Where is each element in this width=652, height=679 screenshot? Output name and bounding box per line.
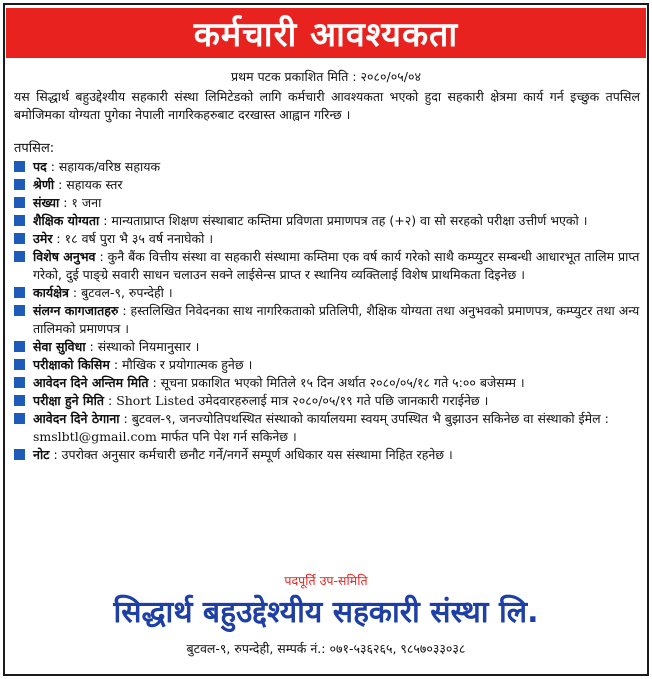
list-item-exam-type xyxy=(14,356,640,374)
item-text-english: Short Listed xyxy=(116,393,195,408)
details-heading: तपसिल: xyxy=(14,141,55,156)
bullet-square-icon xyxy=(14,341,25,352)
item-text: : संस्थाको नियमानुसार । xyxy=(85,339,200,354)
item-text: : xyxy=(104,393,117,408)
list-item-count xyxy=(14,194,640,212)
contact-address: बुटवल-९, रुपन्देही, सम्पर्क नं.: ०७१-५३६२६५, ९८५७०३३०३८ xyxy=(186,641,466,656)
item-label: परीक्षाको किसिम xyxy=(33,357,110,372)
item-text: : बुटवल-९, रुपन्देही । xyxy=(68,285,173,300)
item-label: सेवा सुविधा xyxy=(33,339,86,354)
item-text: : उपरोक्त अनुसार कर्मचारी छनौट गर्ने/नगर्ने सम्पूर्ण अधिकार यस संस्थामा निहित रहनेछ । xyxy=(49,447,453,462)
item-text: : हस्तलिखित निवेदनका साथ नागरिकताको प्रतिलिपी, शैक्षिक योग्यता तथा अनुभवको प्रमाणपत्र, कम्प्युटर तथा अन्य तालिमको प्रमाणपत्र । xyxy=(33,303,640,336)
bullet-square-icon xyxy=(14,413,25,424)
list-item-deadline xyxy=(14,374,640,392)
list-item-grade xyxy=(14,176,640,194)
list-item-age xyxy=(14,230,640,248)
item-text: : सहायक/वरिष्ठ सहायक xyxy=(46,159,161,174)
list-item-note xyxy=(14,446,640,464)
bullet-square-icon xyxy=(14,233,25,244)
bullet-square-icon xyxy=(14,395,25,406)
item-text-cont: मार्फत पनि पेश गर्न सकिनेछ । xyxy=(156,429,297,444)
page-title: कर्मचारी आवश्यकता xyxy=(193,15,459,55)
list-item-workplace xyxy=(14,284,640,302)
item-text: : सूचना प्रकाशित भएको मितिले १५ दिन अर्थात २०८०/०५/१८ गते ५:०० बजेसम्म । xyxy=(148,375,525,390)
intro-paragraph: यस सिद्धार्थ बहुउद्देश्यीय सहकारी संस्था लिमिटेडको लागि कर्मचारी आवश्यकता भएको हुदा सहकारी क्षेत्रमा कार्य गर्न इच्छुक तपसिल बमोजिमका योग्यता पुगेका नेपाली नागरिकहरुबाट दरखास्त आह्वान गरिन्छ । xyxy=(14,89,640,122)
list-item-benefits xyxy=(14,338,640,356)
bullet-square-icon xyxy=(14,359,25,370)
item-text: : मौखिक र प्रयोगात्मक हुनेछ । xyxy=(109,357,253,372)
item-label: संख्या xyxy=(33,195,60,210)
bullet-square-icon xyxy=(14,197,25,208)
item-label: नोट xyxy=(33,447,50,462)
item-label: श्रेणी xyxy=(33,177,55,192)
item-text: : १ जना xyxy=(59,195,102,210)
item-label: संलग्न कागजातहरु xyxy=(33,303,119,318)
item-text-cont: उमेदवारहरुलाई मात्र २०८०/०५/१९ गते पछि जानकारी गराईनेछ । xyxy=(194,393,489,408)
committee-name: पदपूर्ति उप-समिति xyxy=(284,573,368,588)
email-address: smslbtl@gmail.com xyxy=(33,429,157,444)
item-text: : बुटवल-९, जनज्योतिपथस्थित संस्थाको कार्यालयमा स्वयम् उपस्थित भै बुझाउन सकिनेछ वा संस्थाको ईमेल : xyxy=(119,411,609,426)
bullet-square-icon xyxy=(14,215,25,226)
list-item-address xyxy=(14,410,640,446)
item-text: : मान्यताप्राप्त शिक्षण संस्थाबाट कम्तिमा प्रविणता प्रमाणपत्र तह (+२) वा सो सरहको परीक्षा उत्तीर्ण भएको । xyxy=(99,213,588,228)
requirements-list xyxy=(14,158,640,464)
item-text: : सहायक स्तर xyxy=(54,177,123,192)
bullet-square-icon xyxy=(14,305,25,316)
item-label: पद xyxy=(33,159,47,174)
item-label: आवेदन दिने ठेगाना xyxy=(33,411,120,426)
bullet-square-icon xyxy=(14,449,25,460)
bullet-square-icon xyxy=(14,161,25,172)
list-item-qualification xyxy=(14,212,640,230)
bullet-square-icon xyxy=(14,251,25,262)
item-label: आवेदन दिने अन्तिम मिति xyxy=(33,375,149,390)
item-text: : १८ वर्ष पुरा भै ३५ वर्ष ननाघेको । xyxy=(52,231,214,246)
publish-date: प्रथम पटक प्रकाशित मिति : २०८०/०५/०४ xyxy=(231,69,421,84)
organization-name: सिद्धार्थ बहुउद्देश्यीय सहकारी संस्था लि. xyxy=(113,595,539,630)
bullet-square-icon xyxy=(14,287,25,298)
bullet-square-icon xyxy=(14,179,25,190)
list-item-exam-date xyxy=(14,392,640,410)
item-label: विशेष अनुभव xyxy=(33,249,96,264)
item-text: : कुनै बैंक वित्तीय संस्था वा सहकारी संस्थामा कम्तिमा एक वर्ष कार्य गरेको साथै कम्प्युटर सम्बन्धी आधारभूत तालिम प्राप्त गरेको, दुई पाङ्ग्रे सवारी साधन चलाउन सक्ने लाईसेन्स प्राप्त र स्थानिय व्यक्तिलाई विशेष प्राथमिकता दिइनेछ । xyxy=(33,249,640,282)
list-item-experience xyxy=(14,248,640,284)
header-banner xyxy=(6,8,646,58)
list-item-post xyxy=(14,158,640,176)
item-label: कार्यक्षेत्र xyxy=(33,285,69,300)
item-label: शैक्षिक योग्यता xyxy=(33,213,100,228)
list-item-documents xyxy=(14,302,640,338)
item-label: उमेर xyxy=(33,231,53,246)
item-label: परीक्षा हुने मिति xyxy=(33,393,105,408)
bullet-square-icon xyxy=(14,377,25,388)
